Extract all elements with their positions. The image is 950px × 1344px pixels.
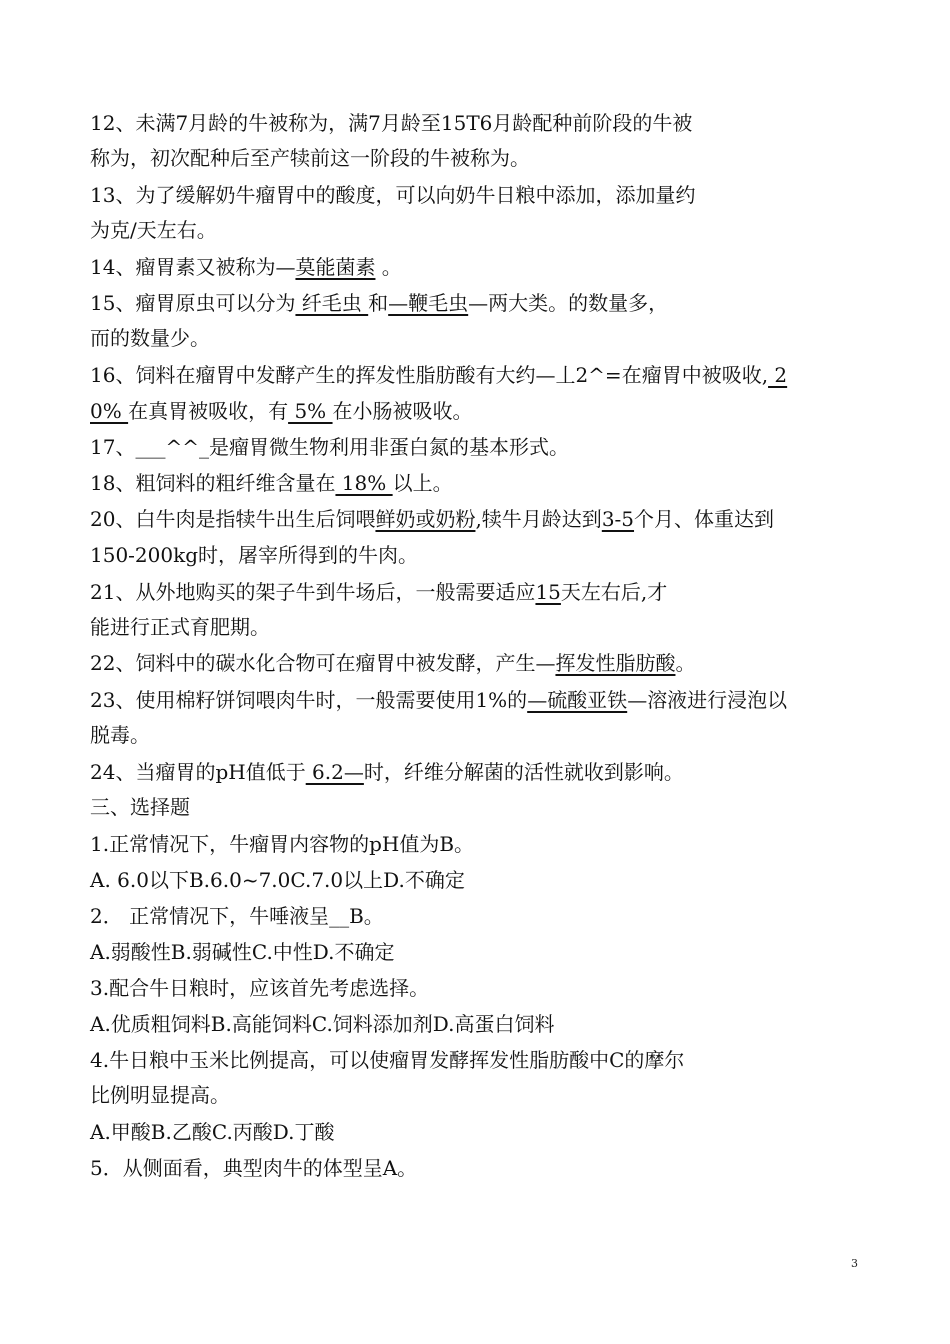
underlined-answer: 2 bbox=[768, 363, 788, 387]
underlined-answer: 6.2— bbox=[305, 760, 364, 784]
text-line bbox=[90, 434, 569, 460]
text-segment: 23、使用棉籽饼饲喂肉牛时，一般需要使用1%的 bbox=[90, 688, 528, 712]
text-segment: 1.正常情况下，牛瘤胃内容物的pH值为B。 bbox=[90, 832, 475, 856]
underlined-answer: 纤毛虫 bbox=[295, 291, 369, 315]
text-segment: 三、选择题 bbox=[90, 795, 190, 819]
text-segment: —溶液进行浸泡以 bbox=[627, 688, 788, 712]
text-segment: 16、饲料在瘤胃中发酵产生的挥发性脂肪酸有大约—丄2^=在瘤胃中被吸收, bbox=[90, 363, 769, 387]
text-segment: 。 bbox=[675, 651, 696, 675]
text-segment: 和 bbox=[368, 291, 389, 315]
text-line bbox=[90, 145, 530, 171]
text-segment: 21、从外地购买的架子牛到牛场后，一般需要适应 bbox=[90, 580, 536, 604]
text-segment: 。 bbox=[375, 255, 402, 279]
text-segment: 以上。 bbox=[392, 471, 453, 495]
text-line bbox=[90, 110, 692, 136]
text-segment: 24、当瘤胃的pH值低于 bbox=[90, 760, 306, 784]
text-segment: 13、为了缓解奶牛瘤胃中的酸度，可以向奶牛日粮中添加，添加量约 bbox=[90, 183, 696, 207]
text-segment: A. 6.0以下B.6.0~7.0C.7.0以上D.不确定 bbox=[90, 868, 465, 892]
text-line bbox=[90, 217, 217, 243]
page-number: 3 bbox=[851, 1257, 858, 1270]
text-line bbox=[90, 614, 270, 640]
text-segment: ,犊牛月龄达到 bbox=[475, 507, 602, 531]
text-line bbox=[90, 939, 394, 965]
text-segment: A.甲酸B.乙酸C.丙酸D.丁酸 bbox=[90, 1120, 335, 1144]
underlined-answer: 5% bbox=[288, 399, 333, 423]
text-segment: A.优质粗饲料B.高能饲料C.饲料添加剂D.高蛋白饲料 bbox=[90, 1012, 555, 1036]
text-segment: 而的数量少。 bbox=[90, 326, 210, 350]
text-line bbox=[90, 1119, 334, 1145]
text-segment: 5．从侧面看，典型肉牛的体型呈A。 bbox=[90, 1156, 418, 1180]
underlined-answer: 鲜奶或奶粉 bbox=[375, 507, 476, 531]
text-segment: A.弱酸性B.弱碱性C.中性D.不确定 bbox=[90, 940, 395, 964]
text-line bbox=[90, 759, 684, 785]
text-line bbox=[90, 687, 787, 713]
underlined-answer: —硫酸亚铁 bbox=[527, 688, 628, 712]
text-segment: 在真胃被吸收，有 bbox=[128, 399, 289, 423]
text-line bbox=[90, 831, 474, 857]
text-line bbox=[90, 794, 190, 820]
text-line bbox=[90, 579, 667, 605]
underlined-answer: 0% bbox=[90, 399, 129, 423]
text-segment: —两大类。的数量多， bbox=[468, 291, 669, 315]
text-line bbox=[90, 722, 150, 748]
text-line bbox=[90, 650, 695, 676]
underlined-answer: —鞭毛虫 bbox=[388, 291, 469, 315]
text-line bbox=[90, 975, 429, 1001]
text-line bbox=[90, 182, 695, 208]
text-segment: 20、白牛肉是指犊牛出生后饲喂 bbox=[90, 507, 376, 531]
underlined-answer: 18% bbox=[335, 471, 393, 495]
text-line bbox=[90, 1155, 417, 1181]
text-segment: 能进行正式育肥期。 bbox=[90, 615, 270, 639]
text-segment: 在小肠被吸收。 bbox=[332, 399, 473, 423]
text-line bbox=[90, 506, 774, 532]
text-line bbox=[90, 470, 453, 496]
text-line bbox=[90, 867, 465, 893]
text-line bbox=[90, 325, 210, 351]
text-segment: 12、未满7月龄的牛被称为，满7月龄至15T6月龄配种前阶段的牛被 bbox=[90, 111, 693, 135]
text-line bbox=[90, 1082, 230, 1108]
text-line bbox=[90, 1047, 684, 1073]
text-line bbox=[90, 362, 787, 388]
text-segment: 天左右后,才 bbox=[560, 580, 668, 604]
text-segment: 个月、体重达到 bbox=[634, 507, 775, 531]
text-line bbox=[90, 542, 418, 568]
text-segment: 150-200kg时，屠宰所得到的牛肉。 bbox=[90, 543, 419, 567]
text-line bbox=[90, 290, 668, 316]
text-segment: 脱毒。 bbox=[90, 723, 150, 747]
underlined-answer: 3-5 bbox=[601, 507, 635, 531]
text-segment: 17、___^^_是瘤胃微生物利用非蛋白氮的基本形式。 bbox=[90, 435, 569, 459]
text-segment: 为克/天左右。 bbox=[90, 218, 217, 242]
text-segment: 15、瘤胃原虫可以分为 bbox=[90, 291, 296, 315]
text-line bbox=[90, 254, 402, 280]
text-segment: 14、瘤胃素又被称为— bbox=[90, 255, 296, 279]
text-segment: 3.配合牛日粮时，应该首先考虑选择。 bbox=[90, 976, 430, 1000]
text-line bbox=[90, 903, 384, 929]
text-line bbox=[90, 398, 473, 424]
underlined-answer: 15 bbox=[535, 580, 561, 604]
text-segment: 时，纤维分解菌的活性就收到影响。 bbox=[363, 760, 684, 784]
text-line bbox=[90, 1011, 554, 1037]
text-segment: 2． 正常情况下，牛唾液呈__B。 bbox=[90, 904, 384, 928]
text-segment: 4.牛日粮中玉米比例提高，可以使瘤胃发酵挥发性脂肪酸中C的摩尔 bbox=[90, 1048, 685, 1072]
text-segment: 18、粗饲料的粗纤维含量在 bbox=[90, 471, 336, 495]
text-segment: 22、饲料中的碳水化合物可在瘤胃中被发酵，产生— bbox=[90, 651, 556, 675]
underlined-answer: 莫能菌素 bbox=[295, 255, 376, 279]
underlined-answer: 挥发性脂肪酸 bbox=[555, 651, 676, 675]
text-segment: 称为，初次配种后至产犊前这一阶段的牛被称为。 bbox=[90, 146, 530, 170]
text-segment: 比例明显提高。 bbox=[90, 1083, 230, 1107]
